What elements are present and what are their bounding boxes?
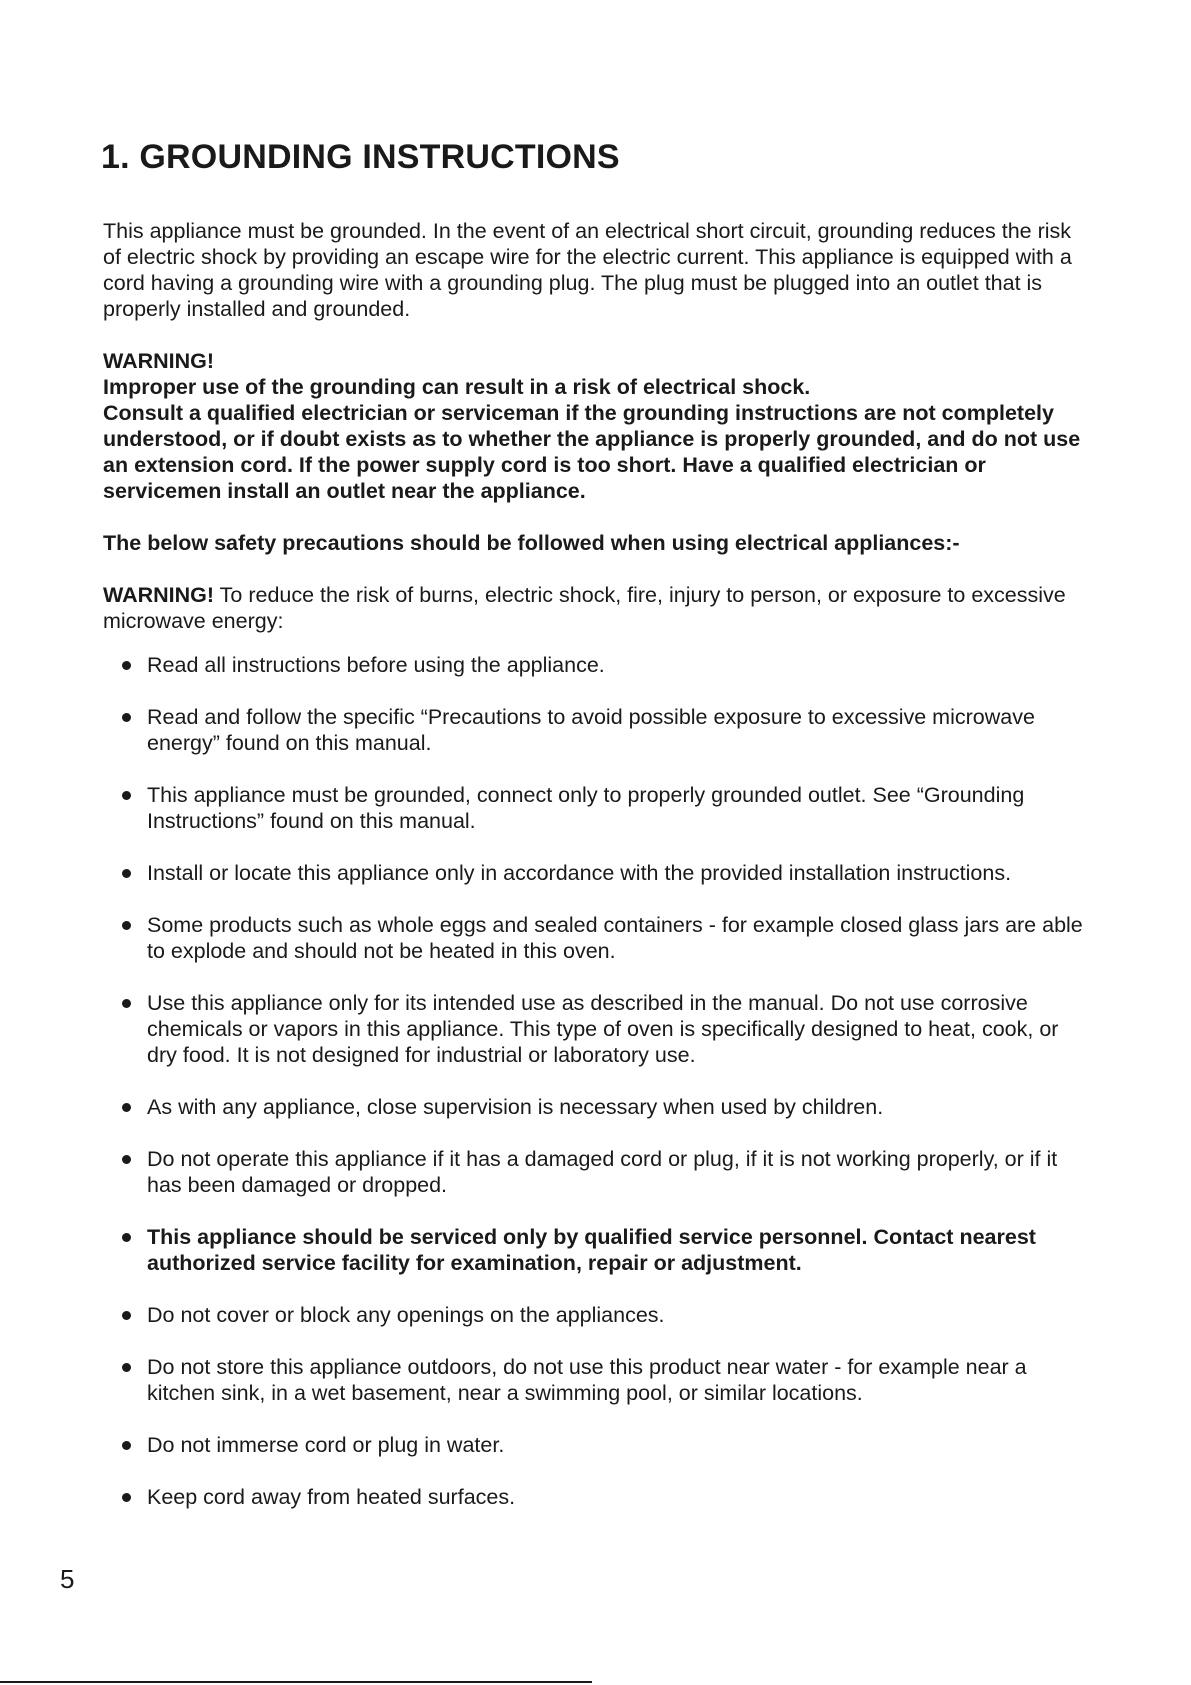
safety-warning-text: To reduce the risk of burns, electric shock, fire, injury to person, or exposure to excessive microwave energy: [103, 583, 1066, 633]
bullet-icon [122, 661, 131, 670]
bullet-icon [122, 1441, 131, 1450]
list-item: Install or locate this appliance only in accordance with the provided installation instructions. [103, 860, 1088, 886]
list-item: As with any appliance, close supervision is necessary when used by children. [103, 1094, 1088, 1120]
safety-warning-lead: WARNING! [103, 583, 215, 607]
list-item: Do not immerse cord or plug in water. [103, 1432, 1088, 1458]
bullet-icon [122, 1233, 131, 1242]
precautions-list [103, 652, 1088, 1510]
list-item: Do not operate this appliance if it has a damaged cord or plug, if it is not working properly, or if it has been damaged or dropped. [103, 1146, 1088, 1198]
bottom-divider [0, 1681, 592, 1683]
bullet-icon [122, 999, 131, 1008]
intro-paragraph: This appliance must be grounded. In the event of an electrical short circuit, grounding reduces the risk of electric shock by providing an escape wire for the electric current. This appliance is equipped with a cord having a grounding wire with a grounding plug. The plug must be plugged into an outlet that is properly installed and grounded. [103, 219, 1072, 321]
warning-line-1: Improper use of the grounding can result in a risk of electrical shock. [103, 375, 811, 399]
list-item: Use this appliance only for its intended use as described in the manual. Do not use corrosive chemicals or vapors in this appliance. This type of oven is specifically designed to heat, cook, or dry food. It is not designed for industrial or laboratory use. [103, 990, 1088, 1068]
bullet-icon [122, 869, 131, 878]
list-item: Some products such as whole eggs and sealed containers - for example closed glass jars are able to explode and should not be heated in this oven. [103, 912, 1088, 964]
bullet-icon [122, 1363, 131, 1372]
bullet-icon [122, 921, 131, 930]
page-title: 1. GROUNDING INSTRUCTIONS [101, 138, 620, 176]
list-item: Read and follow the specific “Precautions to avoid possible exposure to excessive microwave energy” found on this manual. [103, 704, 1088, 756]
grounding-warning [103, 348, 1088, 504]
list-item: Keep cord away from heated surfaces. [103, 1484, 1088, 1510]
bullet-icon [122, 1311, 131, 1320]
safety-warning [103, 582, 1088, 634]
warning-heading: WARNING! [103, 349, 215, 373]
page-number: 5 [60, 1564, 75, 1594]
list-item: Do not store this appliance outdoors, do not use this product near water - for example near a kitchen sink, in a wet basement, near a swimming pool, or similar locations. [103, 1354, 1088, 1406]
warning-line-2: Consult a qualified electrician or serviceman if the grounding instructions are not completely understood, or if doubt exists as to whether the appliance is properly grounded, and do not use an extension cord. If the power supply cord is too short. Have a qualified electrician or servicemen install an outlet near the appliance. [103, 401, 1081, 503]
precautions-heading: The below safety precautions should be followed when using electrical appliances:- [103, 531, 960, 555]
bullet-icon [122, 1103, 131, 1112]
list-item: Read all instructions before using the appliance. [103, 652, 1088, 678]
list-item: This appliance must be grounded, connect only to properly grounded outlet. See “Grounding Instructions” found on this manual. [103, 782, 1088, 834]
list-item: Do not cover or block any openings on the appliances. [103, 1302, 1088, 1328]
list-item: This appliance should be serviced only by qualified service personnel. Contact nearest authorized service facility for examination, repair or adjustment. [103, 1224, 1088, 1276]
bullet-icon [122, 713, 131, 722]
bullet-icon [122, 1493, 131, 1502]
bullet-icon [122, 791, 131, 800]
document-body [103, 218, 1088, 1536]
bullet-icon [122, 1155, 131, 1164]
